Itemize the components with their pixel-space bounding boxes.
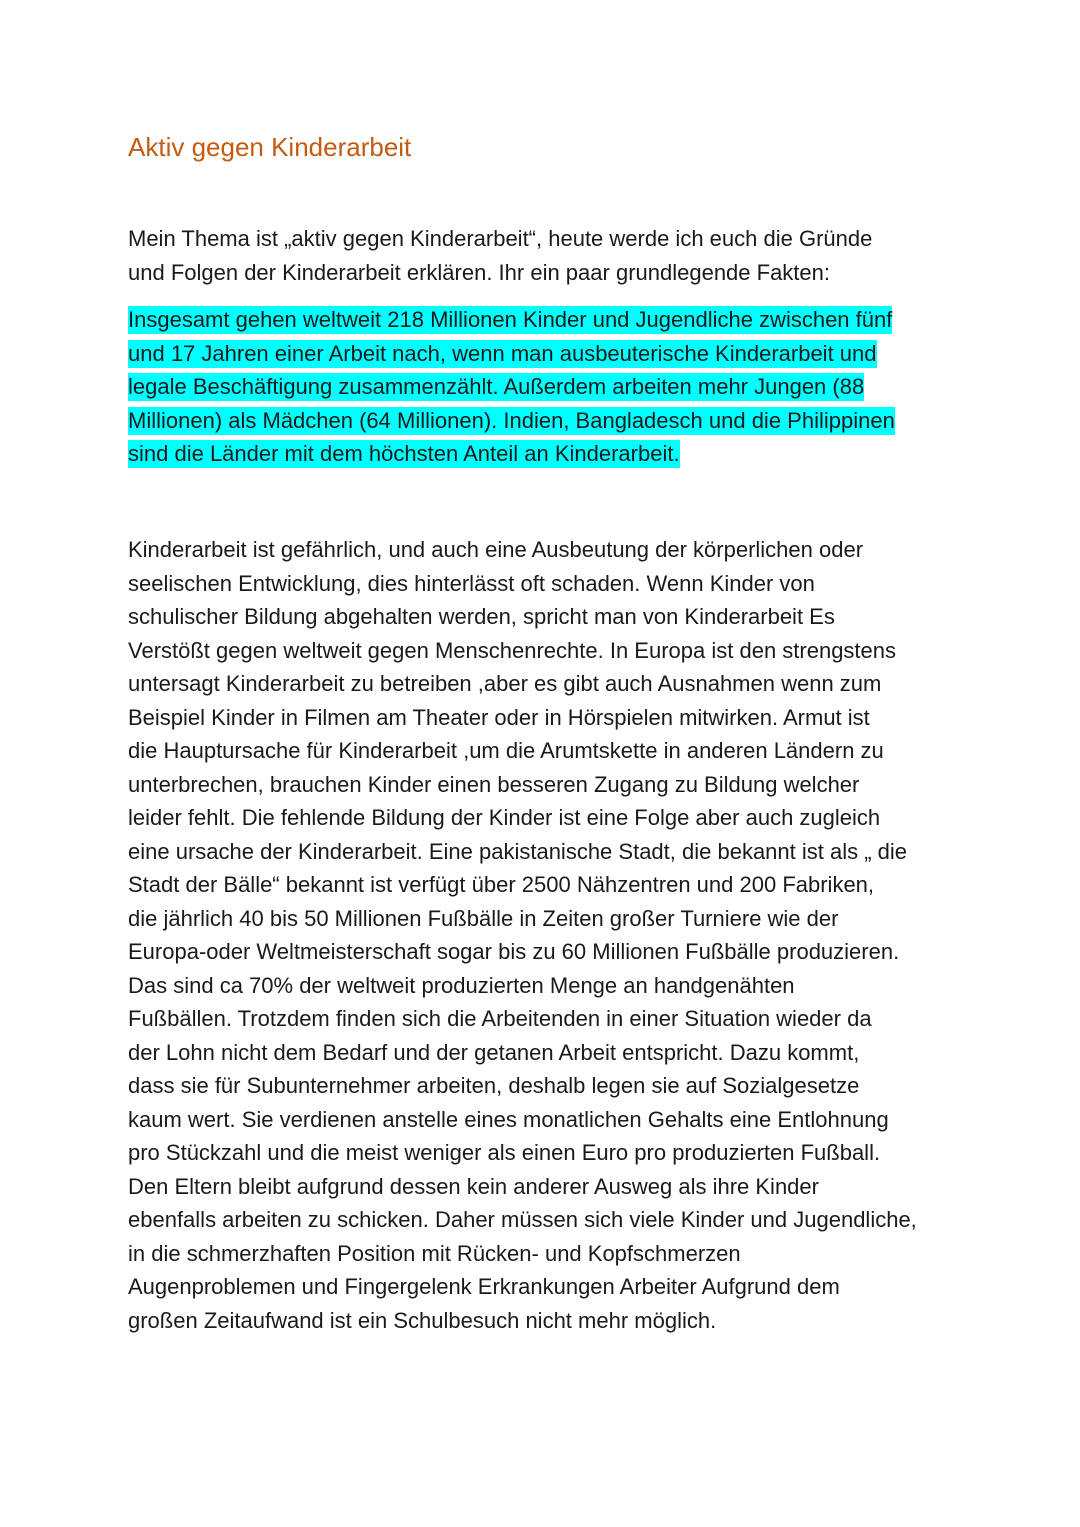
text-line: die Hauptursache für Kinderarbeit ,um die Arumtskette in anderen Ländern zu: [128, 738, 884, 763]
text-line: Das sind ca 70% der weltweit produzierten Menge an handgenähten: [128, 972, 795, 998]
text-line: Kinderarbeit ist gefährlich, und auch eine Ausbeutung der körperlichen oder: [128, 537, 864, 562]
text-line: großen Zeitaufwand ist ein Schulbesuch nicht mehr möglich.: [128, 1307, 717, 1333]
body-paragraph: [128, 533, 917, 1337]
highlight-mark: legale Beschäftigung zusammenzählt. Außerdem arbeiten mehr Jungen (88: [128, 374, 865, 399]
text-line: pro Stückzahl und die meist weniger als einen Euro pro produzierten Fußball.: [128, 1140, 881, 1165]
text-line: Europa-oder Weltmeisterschaft sogar bis zu 60 Millionen Fußbälle produzieren.: [128, 939, 900, 964]
text-line: Verstößt gegen weltweit gegen Menschenrechte. In Europa ist den strengstens: [128, 637, 897, 663]
text-line: Augenproblemen und Fingergelenk Erkrankungen Arbeiter Aufgrund dem: [128, 1274, 840, 1299]
text-line: Den Eltern bleibt aufgrund dessen kein anderer Ausweg als ihre Kinder: [128, 1173, 819, 1199]
facts-paragraph-highlighted: [128, 303, 895, 471]
highlight-mark: Insgesamt gehen weltweit 218 Millionen Kinder und Jugendliche zwischen fünf: [128, 307, 893, 332]
text-line: unterbrechen, brauchen Kinder einen besseren Zugang zu Bildung welcher: [128, 771, 860, 797]
highlighted-line: [128, 303, 895, 337]
highlighted-line: [128, 437, 895, 471]
text-line: Mein Thema ist „aktiv gegen Kinderarbeit“, heute werde ich euch die Gründe: [128, 226, 873, 251]
text-line: leider fehlt. Die fehlende Bildung der Kinder ist eine Folge aber auch zugleich: [128, 805, 881, 830]
highlight-mark: Millionen) als Mädchen (64 Millionen). Indien, Bangladesch und die Philippinen: [128, 407, 895, 433]
highlighted-line: [128, 337, 895, 371]
text-line: seelischen Entwicklung, dies hinterlässt oft schaden. Wenn Kinder von: [128, 570, 815, 596]
text-line: schulischer Bildung abgehalten werden, spricht man von Kinderarbeit Es: [128, 604, 835, 629]
text-line: kaum wert. Sie verdienen anstelle eines monatlichen Gehalts eine Entlohnung: [128, 1106, 889, 1132]
intro-paragraph: [128, 222, 872, 289]
text-line: dass sie für Subunternehmer arbeiten, deshalb legen sie auf Sozialgesetze: [128, 1073, 860, 1098]
text-line: in die schmerzhaften Position mit Rücken- und Kopfschmerzen: [128, 1240, 741, 1266]
highlight-mark: und 17 Jahren einer Arbeit nach, wenn man ausbeuterische Kinderarbeit und: [128, 340, 877, 366]
highlight-mark: sind die Länder mit dem höchsten Anteil an Kinderarbeit.: [128, 441, 680, 466]
highlighted-line: [128, 370, 895, 404]
text-line: Stadt der Bälle“ bekannt ist verfügt über 2500 Nähzentren und 200 Fabriken,: [128, 872, 875, 897]
document-title: Aktiv gegen Kinderarbeit: [128, 132, 412, 162]
text-line: ebenfalls arbeiten zu schicken. Daher müssen sich viele Kinder und Jugendliche,: [128, 1207, 917, 1232]
text-line: die jährlich 40 bis 50 Millionen Fußbälle in Zeiten großer Turniere wie der: [128, 905, 839, 931]
highlighted-line: [128, 404, 895, 438]
text-line: Beispiel Kinder in Filmen am Theater oder in Hörspielen mitwirken. Armut ist: [128, 704, 870, 730]
text-line: untersagt Kinderarbeit zu betreiben ,aber es gibt auch Ausnahmen wenn zum: [128, 671, 882, 696]
text-line: Fußbällen. Trotzdem finden sich die Arbeitenden in einer Situation wieder da: [128, 1006, 872, 1031]
text-line: der Lohn nicht dem Bedarf und der getanen Arbeit entspricht. Dazu kommt,: [128, 1039, 860, 1065]
text-line: eine ursache der Kinderarbeit. Eine pakistanische Stadt, die bekannt ist als „ die: [128, 838, 908, 864]
text-line: und Folgen der Kinderarbeit erklären. Ihr ein paar grundlegende Fakten:: [128, 259, 831, 285]
